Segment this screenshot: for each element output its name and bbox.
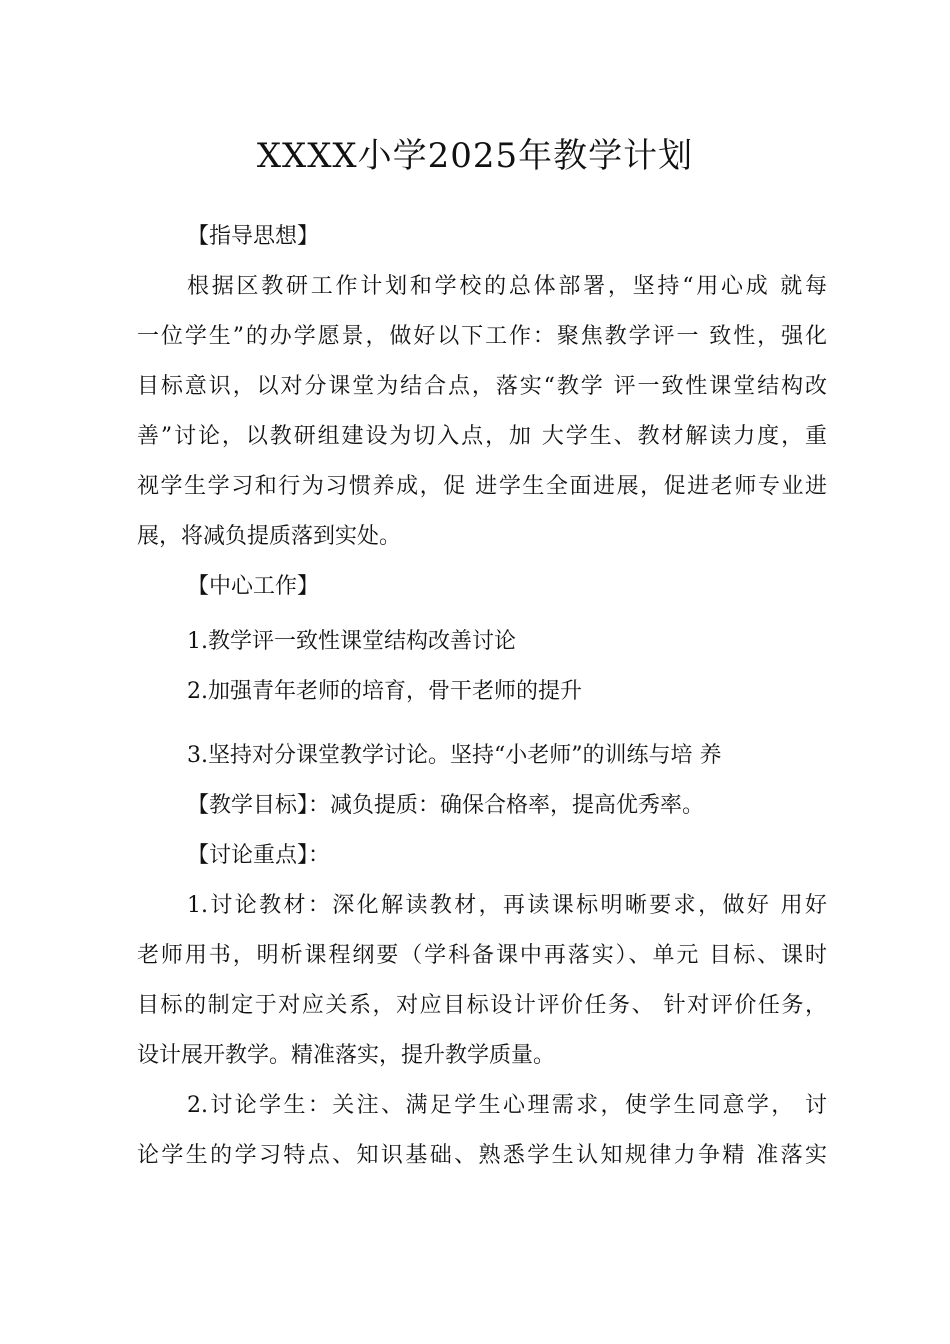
paragraph-line: 善”讨论，以教研组建设为切入点，加 大学生、教材解读力度，重 [137,424,827,449]
section-heading-focus: 【讨论重点】： [187,843,331,868]
paragraph-line: 目标的制定于对应关系，对应目标设计评价任务、 针对评价任务， [137,993,827,1018]
paragraph-line: 1.讨论教材：深化解读教材，再读课标明晰要求，做好 用好 [187,893,827,918]
paragraph-line: 视学生学习和行为习惯养成，促 进学生全面进展，促进老师专业进 [137,474,827,499]
paragraph-line: 一位学生”的办学愿景，做好以下工作：聚焦教学评一 致性，强化 [137,324,827,349]
paragraph-line: 老师用书，明析课程纲要（学科备课中再落实）、单元 目标、课时 [137,943,827,968]
list-item: 1.教学评一致性课堂结构改善讨论 [187,629,516,654]
section-goal: 【教学目标】：减负提质：确保合格率，提高优秀率。 [187,793,705,818]
list-item: 3.坚持对分课堂教学讨论。坚持“小老师”的训练与培 养 [187,743,722,768]
section-heading-core: 【中心工作】 [187,574,320,599]
paragraph-line: 目标意识，以对分课堂为结合点，落实“教学 评一致性课堂结构改 [137,374,827,399]
paragraph-line: 根据区教研工作计划和学校的总体部署，坚持“用心成 就每 [187,274,827,299]
paragraph-line: 2.讨论学生：关注、满足学生心理需求，使学生同意学， 讨 [187,1093,827,1118]
section-heading-guiding: 【指导思想】 [187,224,320,249]
list-item: 2.加强青年老师的培育，骨干老师的提升 [187,679,582,704]
paragraph-line: 设计展开教学。精准落实，提升教学质量。 [137,1043,556,1068]
paragraph-line: 展，将减负提质落到实处。 [137,524,402,549]
page-title: XXXX小学2025年教学计划 [256,136,694,176]
paragraph-line: 论学生的学习特点、知识基础、熟悉学生认知规律力争精 准落实 [137,1143,827,1168]
